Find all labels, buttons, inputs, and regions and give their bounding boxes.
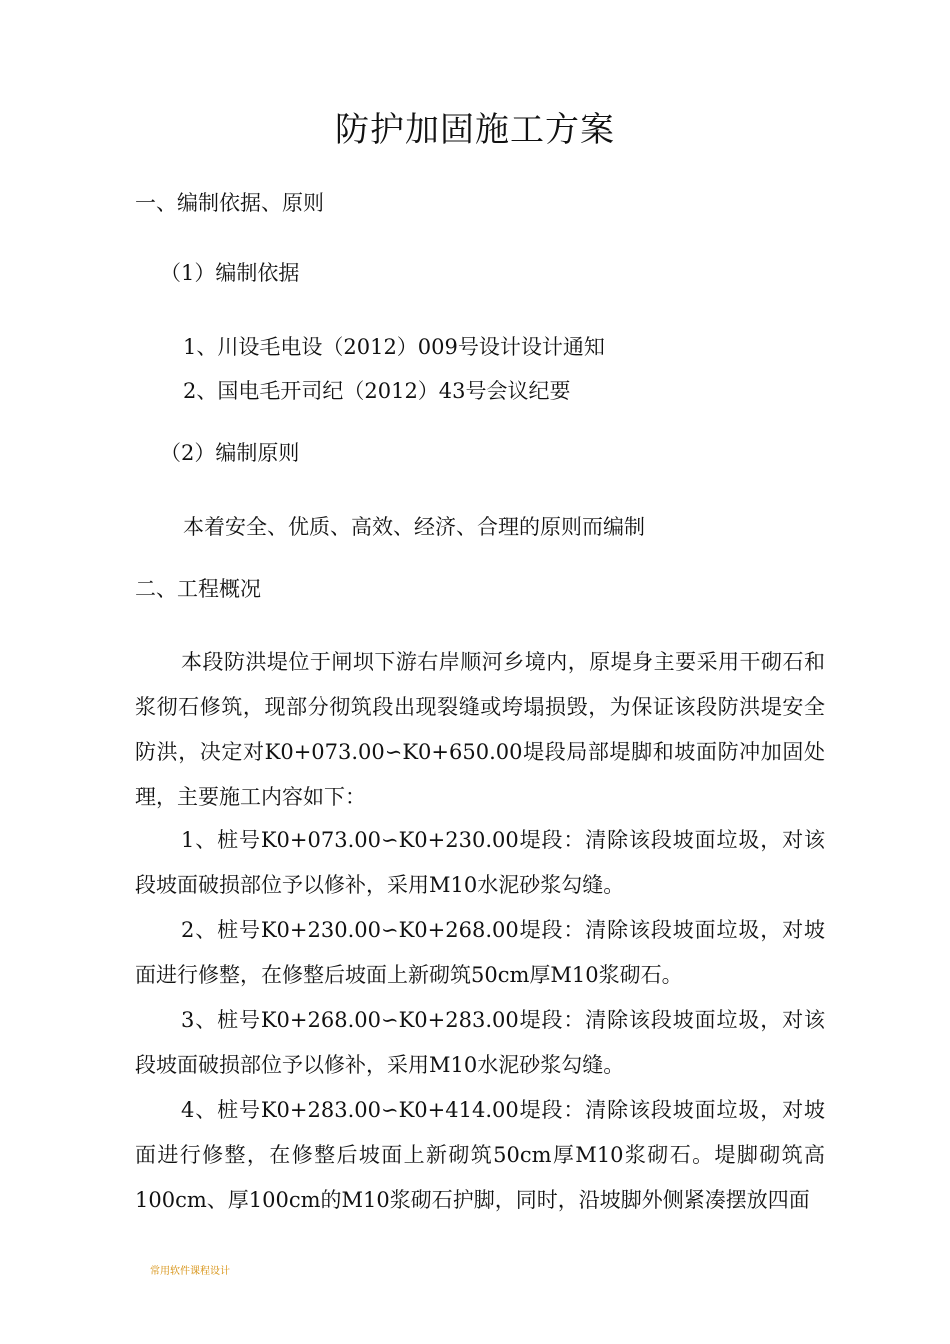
basis-item-1: 1、川设毛电设（2012）009号设计设计通知 <box>183 335 605 359</box>
section1-sub2: （2）编制原则 <box>160 441 300 465</box>
section1-heading: 一、编制依据、原则 <box>135 191 324 215</box>
basis-item-2: 2、国电毛开司纪（2012）43号会议纪要 <box>183 379 571 403</box>
overview-paragraph: 本段防洪堤位于闸坝下游右岸顺河乡境内，原堤身主要采用干砌石和浆彻石修筑，现部分彻筑段出现裂缝或垮塌损毁，为保证该段防洪堤安全防洪，决定对K0+073.00∽K0+650.00堤段局部堤脚和坡面防冲加固处理，主要施工内容如下： <box>135 650 825 809</box>
item-paragraph-4: 4、桩号K0+283.00∽K0+414.00堤段：清除该段坡面垃圾，对坡面进行修整，在修整后坡面上新砌筑50cm厚M10浆砌石。堤脚砌筑高100cm、厚100cm的M10浆砌石护脚，同时，沿坡脚外侧紧凑摆放四面 <box>135 1098 825 1212</box>
document-title: 防护加固施工方案 <box>335 110 615 150</box>
footer-watermark: 常用软件课程设计 <box>150 1266 230 1277</box>
item-paragraph-2: 2、桩号K0+230.00∽K0+268.00堤段：清除该段坡面垃圾，对坡面进行修整，在修整后坡面上新砌筑50cm厚M10浆砌石。 <box>135 918 825 987</box>
item-paragraph-1: 1、桩号K0+073.00∽K0+230.00堤段：清除该段坡面垃圾，对该段坡面破损部位予以修补，采用M10水泥砂浆勾缝。 <box>135 828 825 897</box>
principle-text: 本着安全、优质、高效、经济、合理的原则而编制 <box>183 515 645 539</box>
section2-heading: 二、工程概况 <box>135 577 261 601</box>
item-paragraph-3: 3、桩号K0+268.00∽K0+283.00堤段：清除该段坡面垃圾，对该段坡面破损部位予以修补，采用M10水泥砂浆勾缝。 <box>135 1008 825 1077</box>
section1-sub1: （1）编制依据 <box>160 261 300 285</box>
